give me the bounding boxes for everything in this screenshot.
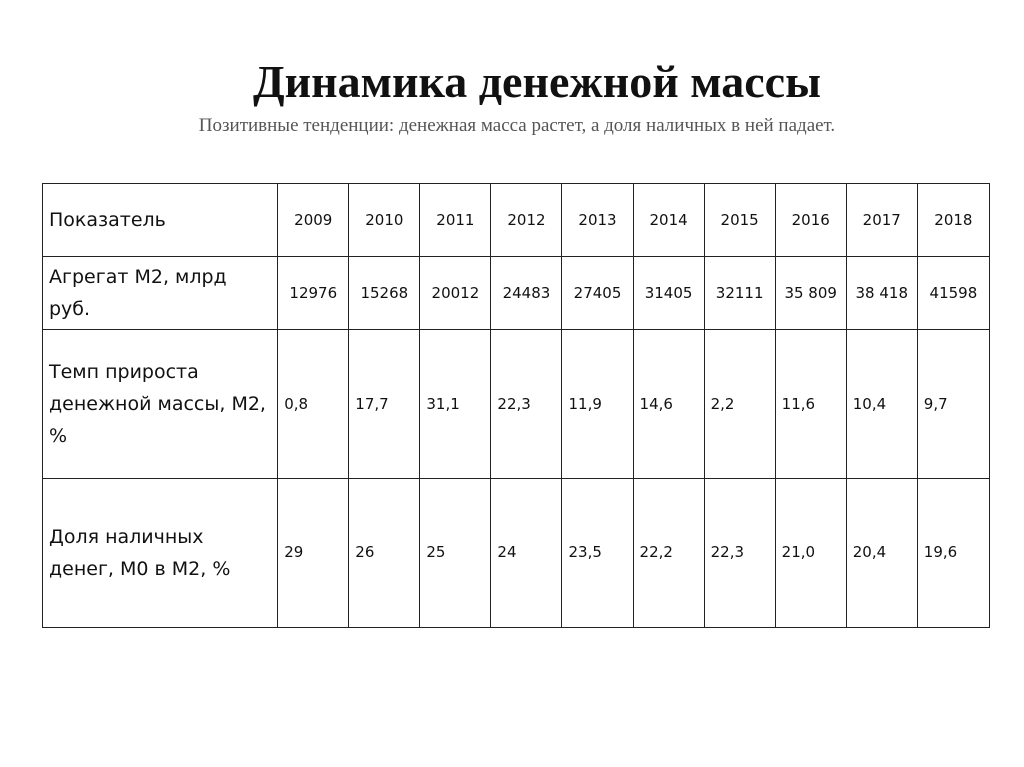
table-row-m2-aggregate bbox=[43, 257, 990, 330]
value-cell: 22,3 bbox=[704, 479, 775, 628]
value-cell: 17,7 bbox=[349, 330, 420, 479]
value-cell: 23,5 bbox=[562, 479, 633, 628]
year-cell: 2009 bbox=[278, 184, 349, 257]
value-cell: 10,4 bbox=[846, 330, 917, 479]
value-cell: 20012 bbox=[420, 257, 491, 330]
value-cell: 9,7 bbox=[917, 330, 989, 479]
value-cell: 11,6 bbox=[775, 330, 846, 479]
year-cell: 2013 bbox=[562, 184, 633, 257]
money-supply-table bbox=[42, 183, 990, 628]
value-cell: 0,8 bbox=[278, 330, 349, 479]
value-cell: 32111 bbox=[704, 257, 775, 330]
value-cell: 22,3 bbox=[491, 330, 562, 479]
value-cell: 14,6 bbox=[633, 330, 704, 479]
value-cell: 25 bbox=[420, 479, 491, 628]
value-cell: 11,9 bbox=[562, 330, 633, 479]
value-cell: 38 418 bbox=[846, 257, 917, 330]
value-cell: 15268 bbox=[349, 257, 420, 330]
table-row-growth-rate bbox=[43, 330, 990, 479]
year-cell: 2014 bbox=[633, 184, 704, 257]
value-cell: 21,0 bbox=[775, 479, 846, 628]
value-cell: 24483 bbox=[491, 257, 562, 330]
year-cell: 2015 bbox=[704, 184, 775, 257]
value-cell: 24 bbox=[491, 479, 562, 628]
value-cell: 26 bbox=[349, 479, 420, 628]
slide-subtitle: Позитивные тенденции: денежная масса растет, а доля наличных в ней падает. bbox=[198, 115, 836, 136]
value-cell: 12976 bbox=[278, 257, 349, 330]
value-cell: 29 bbox=[278, 479, 349, 628]
year-cell: 2018 bbox=[917, 184, 989, 257]
row-label-cell: Темп прироста денежной массы, М2, % bbox=[43, 330, 278, 479]
table-row-cash-share bbox=[43, 479, 990, 628]
slide-title: Динамика денежной массы bbox=[252, 56, 822, 107]
value-cell: 35 809 bbox=[775, 257, 846, 330]
row-label-cell: Агрегат М2, млрд руб. bbox=[43, 257, 278, 330]
value-cell: 19,6 bbox=[917, 479, 989, 628]
year-cell: 2010 bbox=[349, 184, 420, 257]
year-cell: 2012 bbox=[491, 184, 562, 257]
value-cell: 31405 bbox=[633, 257, 704, 330]
value-cell: 2,2 bbox=[704, 330, 775, 479]
header-label-cell: Показатель bbox=[43, 184, 278, 257]
row-label-cell: Доля наличных денег, М0 в М2, % bbox=[43, 479, 278, 628]
value-cell: 20,4 bbox=[846, 479, 917, 628]
value-cell: 22,2 bbox=[633, 479, 704, 628]
year-cell: 2011 bbox=[420, 184, 491, 257]
table-header-row bbox=[43, 184, 990, 257]
year-cell: 2017 bbox=[846, 184, 917, 257]
value-cell: 27405 bbox=[562, 257, 633, 330]
value-cell: 31,1 bbox=[420, 330, 491, 479]
value-cell: 41598 bbox=[917, 257, 989, 330]
year-cell: 2016 bbox=[775, 184, 846, 257]
